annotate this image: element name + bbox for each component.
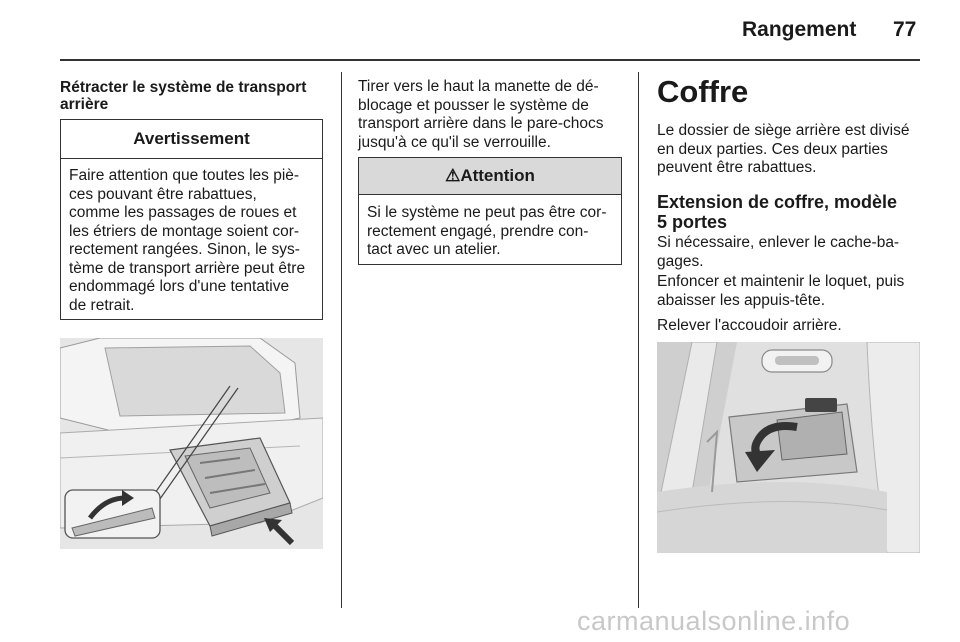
column-divider-left — [341, 72, 342, 608]
attention-text: Si le système ne peut pas être cor- rectement engagé, prendre con- tact avec un atelier. — [367, 204, 607, 258]
warning-text: Faire attention que toutes les piè- ces pouvant être rabattues, comme les passages de roues et les étriers de montage soient cor- rectement rangées. Sinon, le sys- tème de transport arrière peut être endommagé lors d'une tentative de retrait. — [69, 167, 306, 314]
page-number: 77 — [893, 18, 917, 41]
column-divider-right — [638, 72, 639, 608]
attention-title: Attention — [460, 166, 535, 185]
retract-carrier-subheading: Rétracter le système de transport arrière — [60, 79, 307, 113]
header-rule — [60, 59, 920, 61]
warning-box — [60, 119, 323, 320]
warning-triangle-icon: ⚠ — [445, 166, 461, 185]
warning-title: Avertissement — [61, 120, 322, 159]
rear-carrier-illustration — [60, 338, 323, 549]
watermark: carmanualsonline.info — [577, 606, 851, 636]
attention-header — [359, 158, 621, 195]
retract-instructions: Tirer vers le haut la manette de dé- blocage et pousser le système de transport arrière dans le pare-chocs jusqu'à ce qu'il se verrouille. — [358, 78, 604, 151]
step-remove-cover: Si nécessaire, enlever le cache-ba- gages. — [657, 234, 900, 270]
attention-box — [358, 157, 622, 265]
armrest-illustration — [657, 342, 920, 553]
coffre-intro: Le dossier de siège arrière est divisé en deux parties. Ces deux parties peuvent être rabattues. — [657, 122, 910, 176]
step-lower-headrests: Enfoncer et maintenir le loquet, puis abaisser les appuis-tête. — [657, 273, 905, 309]
extension-subheading: Extension de coffre, modèle 5 portes — [657, 192, 898, 232]
section-heading-coffre: Coffre — [657, 74, 749, 109]
running-header-title: Rangement — [742, 18, 857, 41]
step-raise-armrest: Relever l'accoudoir arrière. — [657, 317, 842, 334]
